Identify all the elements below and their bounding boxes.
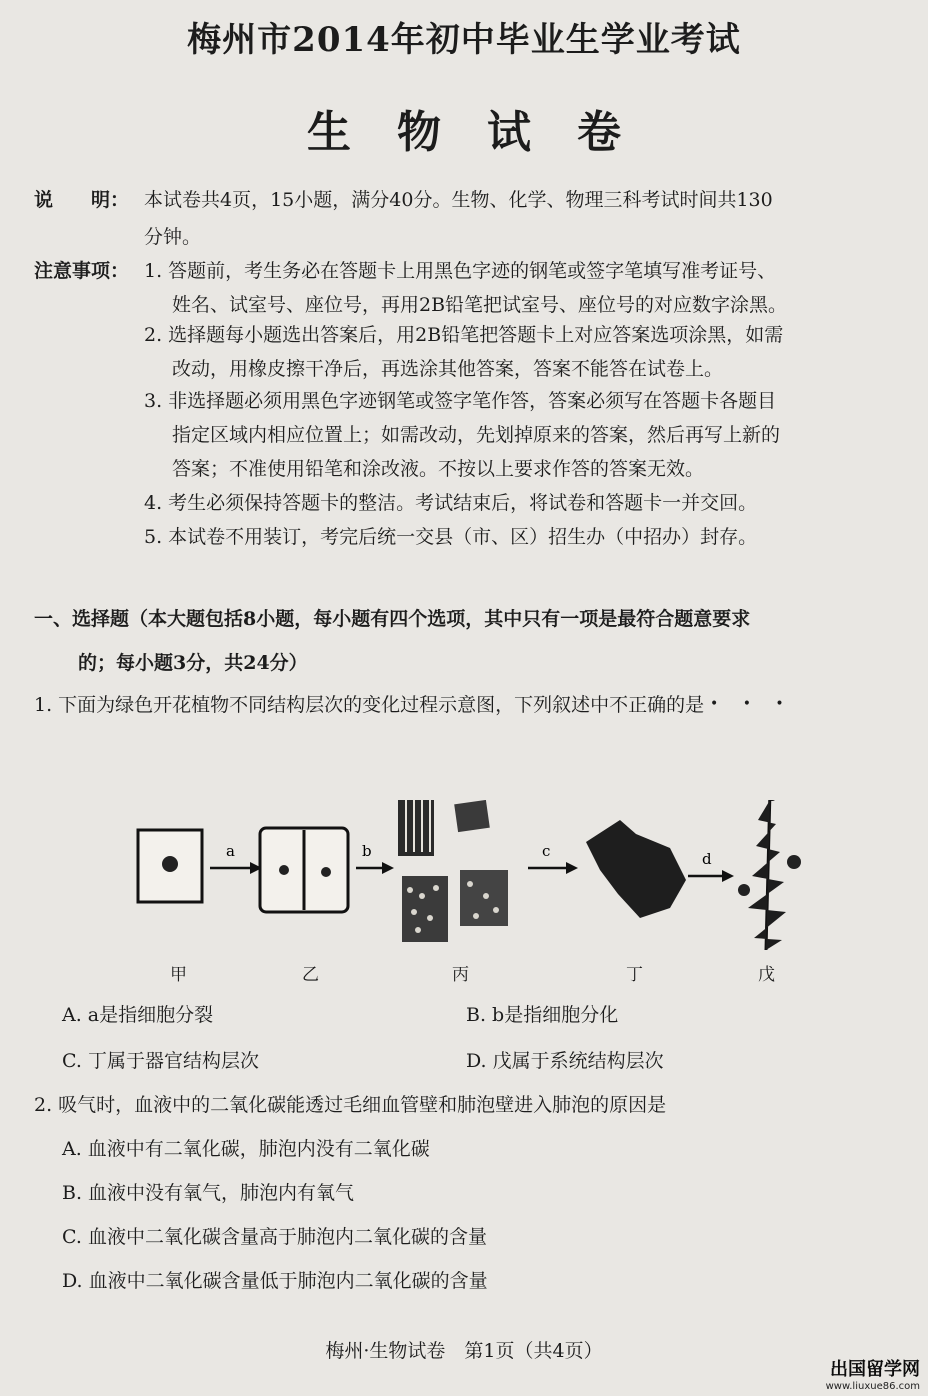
q2-option-b: B. 血液中没有氧气，肺泡内有氧气 <box>62 1182 355 1204</box>
section-heading-cont: 的；每小题3分，共24分） <box>78 652 308 674</box>
cell-single-icon <box>138 830 202 902</box>
figure-label-jia: 甲 <box>170 965 187 985</box>
section-heading: 一、选择题（本大题包括8小题，每小题有四个选项，其中只有一项是最符合题意要求 <box>34 608 751 630</box>
figure-label-bing: 丙 <box>452 965 469 985</box>
question-1-stem <box>34 688 704 722</box>
arrow-d-icon <box>688 850 734 882</box>
figure-label-ding: 丁 <box>626 965 643 985</box>
note-line: 改动，用橡皮擦干净后，再选涂其他答案，答案不能答在试卷上。 <box>172 358 724 380</box>
q1-option-a: A. a是指细胞分裂 <box>62 1004 214 1026</box>
note-line: 答案；不准使用铅笔和涂改液。不按以上要求作答的答案无效。 <box>172 458 705 480</box>
plant-structure-figure <box>130 800 830 1000</box>
q1-option-b: B. b是指细胞分化 <box>466 1004 619 1026</box>
note-line: 4. 考生必须保持答题卡的整洁。考试结束后，将试卷和答题卡一并交回。 <box>144 492 758 514</box>
figure-drawing <box>130 800 830 1000</box>
exam-title: 梅州市2014年初中毕业生学业考试 <box>187 20 741 60</box>
q2-option-a: A. 血液中有二氧化碳，肺泡内没有二氧化碳 <box>62 1138 430 1160</box>
instructions-label: 说 明： <box>34 189 130 211</box>
arrow-label-d: d <box>702 850 712 868</box>
question-2-stem: 2. 吸气时，血液中的二氧化碳能透过毛细血管壁和肺泡壁进入肺泡的原因是 <box>34 1094 667 1116</box>
leaf-organ-icon <box>586 820 686 918</box>
note-line: 指定区域内相应位置上；如需改动，先划掉原来的答案，然后再写上新的 <box>172 424 781 446</box>
emphasis-dots: • • • <box>710 696 794 712</box>
instructions-line-1: 本试卷共4页，15小题，满分40分。生物、化学、物理三科考试时间共130 <box>144 189 773 211</box>
note-line: 姓名、试室号、座位号，再用2B铅笔把试室号、座位号的对应数字涂黑。 <box>172 294 788 316</box>
q1-option-c: C. 丁属于器官结构层次 <box>62 1050 259 1072</box>
question-1-text: 1. 下面为绿色开花植物不同结构层次的变化过程示意图，下列叙述中不正确的是 <box>34 694 705 716</box>
watermark-text: 出国留学网 <box>830 1359 920 1380</box>
exam-subtitle: 生物试卷 <box>307 107 667 158</box>
note-line: 2. 选择题每小题选出答案后，用2B铅笔把答题卡上对应答案选项涂黑，如需 <box>144 324 784 346</box>
note-line: 5. 本试卷不用装订，考完后统一交县（市、区）招生办（中招办）封存。 <box>144 526 758 548</box>
instructions-line-2: 分钟。 <box>144 226 202 248</box>
arrow-b-icon <box>356 842 394 874</box>
arrow-c-icon <box>528 842 578 874</box>
arrow-label-a: a <box>226 842 235 860</box>
cell-divided-icon <box>260 828 348 912</box>
arrow-a-icon <box>210 842 262 874</box>
figure-label-yi: 乙 <box>302 965 319 985</box>
whole-plant-icon <box>738 800 801 950</box>
note-line: 3. 非选择题必须用黑色字迹钢笔或签字笔作答，答案必须写在答题卡各题目 <box>144 390 777 412</box>
watermark-url: www.liuxue86.com <box>825 1381 920 1392</box>
site-watermark <box>826 1355 920 1392</box>
arrow-label-c: c <box>542 842 551 860</box>
arrow-label-b: b <box>362 842 372 860</box>
q1-option-d: D. 戊属于系统结构层次 <box>466 1050 664 1072</box>
q2-option-c: C. 血液中二氧化碳含量高于肺泡内二氧化碳的含量 <box>62 1226 487 1248</box>
tissues-icon <box>398 800 508 942</box>
note-line: 1. 答题前，考生务必在答题卡上用黑色字迹的钢笔或签字笔填写准考证号、 <box>144 260 777 282</box>
figure-label-wu: 戊 <box>758 965 775 985</box>
q2-option-d: D. 血液中二氧化碳含量低于肺泡内二氧化碳的含量 <box>62 1270 488 1292</box>
notes-label: 注意事项： <box>34 260 130 282</box>
page-footer: 梅州·生物试卷 第1页（共4页） <box>325 1340 603 1362</box>
